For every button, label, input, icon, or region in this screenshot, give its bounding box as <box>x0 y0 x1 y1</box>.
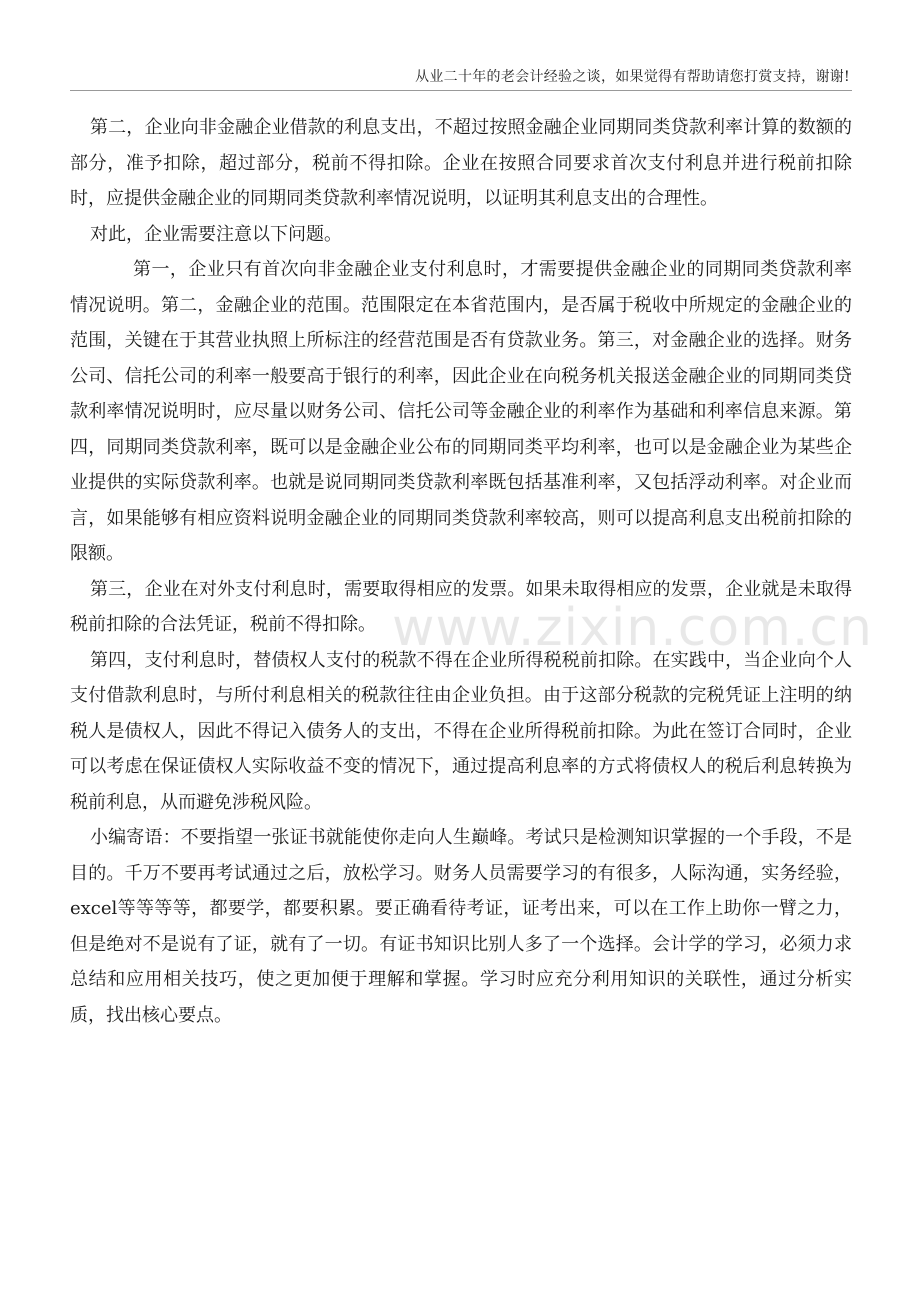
header-divider <box>70 90 852 91</box>
paragraph-issues-list: 第一，企业只有首次向非金融企业支付利息时，才需要提供金融企业的同期同类贷款利率情况说明。第二，金融企业的范围。范围限定在本省范围内，是否属于税收中所规定的金融企业的范围，关键在于其营业执照上所标注的经营范围是否有贷款业务。第三，对金融企业的选择。财务公司、信托公司的利率一般要高于银行的利率，因此企业在向税务机关报送金融企业的同期同类贷款利率情况说明时，应尽量以财务公司、信托公司等金融企业的利率作为基础和利率信息来源。第四，同期同类贷款利率，既可以是金融企业公布的同期同类平均利率，也可以是金融企业为某些企业提供的实际贷款利率。也就是说同期同类贷款利率既包括基准利率，又包括浮动利率。对企业而言，如果能够有相应资料说明金融企业的同期同类贷款利率较高，则可以提高利息支出税前扣除的限额。 <box>70 259 852 564</box>
paragraph-editor-note: 小编寄语：不要指望一张证书就能使你走向人生巅峰。考试只是检测知识掌握的一个手段，不是目的。千万不要再考试通过之后，放松学习。财务人员需要学习的有很多，人际沟通，实务经验，excel等等等等，都要学，都要积累。要正确看待考证，证考出来，可以在工作上助你一臂之力，但是绝对不是说有了证，就有了一切。有证书知识比别人多了一个选择。会计学的学习，必须力求总结和应用相关技巧，使之更加便于理解和掌握。学习时应充分利用知识的关联性，通过分析实质，找出核心要点。 <box>70 827 852 1026</box>
paragraph-interest-deduction-rule: 第二，企业向非金融企业借款的利息支出，不超过按照金融企业同期同类贷款利率计算的数额的部分，准予扣除，超过部分，税前不得扣除。企业在按照合同要求首次支付利息并进行税前扣除时，应提供金融企业的同期同类贷款利率情况说明，以证明其利息支出的合理性。 <box>70 117 852 209</box>
watermark: www.zixin.com.cn <box>392 598 873 658</box>
paragraph-issues-intro: 对此，企业需要注意以下问题。 <box>90 223 342 245</box>
header-note: 从业二十年的老会计经验之谈，如果觉得有帮助请您打赏支持，谢谢! <box>415 69 850 85</box>
paragraph-tax-borne-by-enterprise: 第四，支付利息时，替债权人支付的税款不得在企业所得税税前扣除。在实践中，当企业向个人支付借款利息时，与所付利息相关的税款往往由企业负担。由于这部分税款的完税凭证上注明的纳税人是债权人，因此不得记入债务人的支出，不得在企业所得税前扣除。为此在签订合同时，企业可以考虑在保证债权人实际收益不变的情况下，通过提高利息率的方式将债权人的税后利息转换为税前利息，从而避免涉税风险。 <box>70 649 852 813</box>
document-body <box>70 110 852 1033</box>
paragraph-invoice-requirement: 第三，企业在对外支付利息时，需要取得相应的发票。如果未取得相应的发票，企业就是未取得税前扣除的合法凭证，税前不得扣除。 <box>70 578 852 635</box>
